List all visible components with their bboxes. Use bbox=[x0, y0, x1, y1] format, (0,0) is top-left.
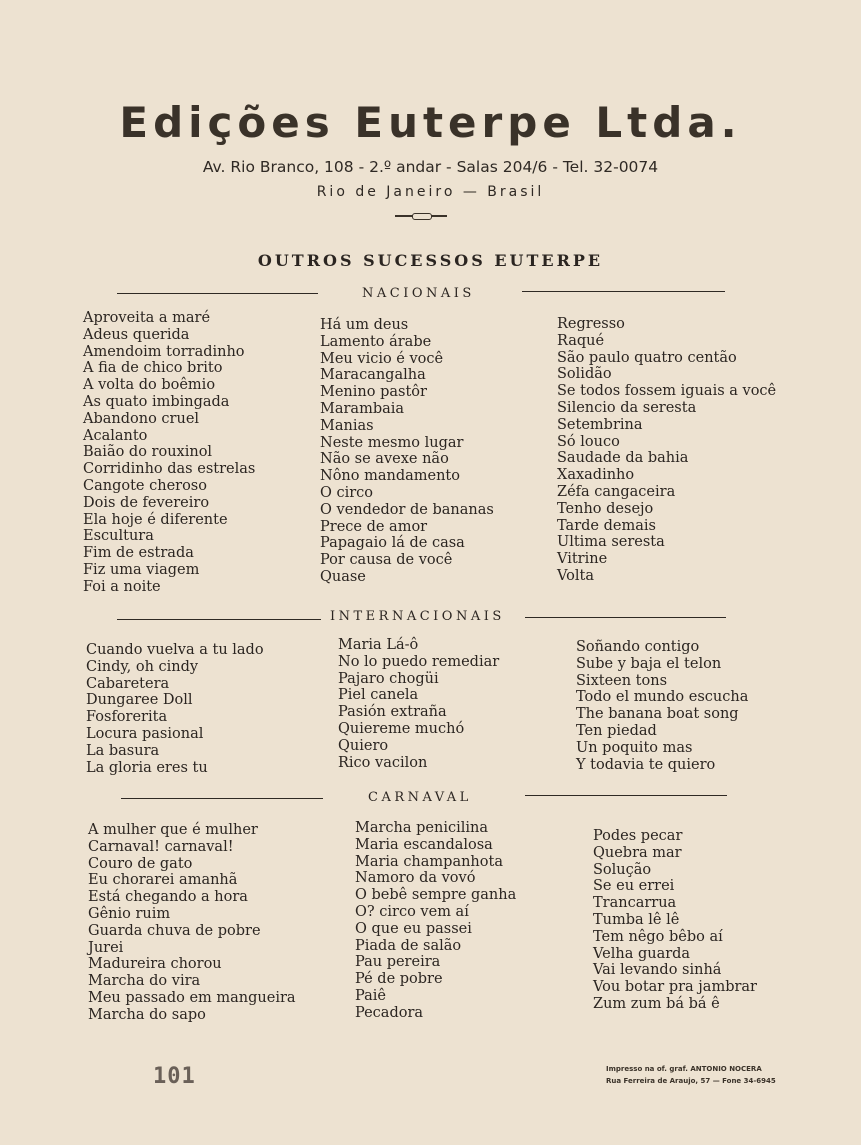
song-title: Pau pereira bbox=[355, 954, 441, 971]
song-title: Pecadora bbox=[355, 1004, 424, 1021]
song-title: Pajaro chogüi bbox=[338, 670, 439, 687]
song-title: Vai levando sinhá bbox=[593, 962, 722, 979]
song-title: Tumba lê lê bbox=[593, 911, 680, 928]
song-title: Está chegando a hora bbox=[88, 889, 248, 906]
section-heading-carnaval: CARNAVAL bbox=[368, 790, 472, 805]
song-title: Se todos fossem iguais a você bbox=[557, 383, 777, 400]
song-title: La basura bbox=[86, 742, 160, 759]
song-title: The banana boat song bbox=[576, 706, 739, 723]
song-title: Tem nêgo bêbo aí bbox=[593, 928, 723, 945]
song-title: Vitrine bbox=[557, 551, 608, 568]
carnaval-column-2 bbox=[355, 820, 516, 1022]
song-title: Solução bbox=[593, 861, 652, 878]
song-title: Piada de salão bbox=[355, 937, 462, 954]
song-title: Meu passado em mangueira bbox=[88, 989, 296, 1006]
printer-line: Impresso na of. graf. ANTONIO NOCERA bbox=[606, 1065, 762, 1073]
song-title: Namoro da vovó bbox=[355, 870, 476, 887]
song-title: Maria escandalosa bbox=[355, 836, 493, 853]
song-title: Maria champanhota bbox=[355, 853, 503, 870]
publisher-city: Rio de Janeiro — Brasil bbox=[316, 184, 545, 200]
song-title: Solidão bbox=[557, 366, 612, 383]
song-title: Ultima seresta bbox=[557, 534, 665, 551]
section-heading-nacionais: NACIONAIS bbox=[362, 286, 475, 301]
song-title: Saudade da bahia bbox=[557, 450, 689, 467]
song-title: O circo bbox=[320, 484, 374, 501]
song-title: Trancarrua bbox=[593, 895, 677, 912]
printer-line: Rua Ferreira de Araujo, 57 — Fone 34-6945 bbox=[606, 1077, 776, 1085]
song-title: Silencio da seresta bbox=[557, 399, 697, 416]
song-title: O que eu passei bbox=[355, 920, 472, 937]
publisher-title: Edições Euterpe Ltda. bbox=[119, 98, 742, 147]
song-title: A fia de chico brito bbox=[83, 360, 223, 377]
song-title: Madureira chorou bbox=[88, 956, 222, 973]
rule-left bbox=[117, 293, 318, 294]
publisher-address: Av. Rio Branco, 108 - 2.º andar - Salas 204/6 - Tel. 32-0074 bbox=[202, 158, 659, 176]
song-title: Menino pastôr bbox=[320, 384, 427, 401]
song-title: Meu vicio é você bbox=[320, 350, 444, 367]
rule-left bbox=[121, 798, 323, 799]
song-title: Podes pecar bbox=[593, 828, 683, 844]
song-title: Rico vacilon bbox=[338, 754, 428, 771]
song-title: A mulher que é mulher bbox=[88, 822, 258, 838]
song-title: As quato imbingada bbox=[83, 393, 230, 410]
song-title: Dungaree Doll bbox=[86, 692, 193, 709]
carnaval-column-1 bbox=[88, 822, 296, 1024]
song-title: Adeus querida bbox=[83, 326, 190, 343]
nacionais-column-2 bbox=[320, 317, 494, 586]
song-title: Quiero bbox=[338, 737, 389, 754]
song-title: Marambaia bbox=[320, 400, 405, 417]
song-title: Abandono cruel bbox=[83, 410, 200, 427]
song-title: Pasión extraña bbox=[338, 704, 447, 721]
song-title: Fosforerita bbox=[86, 709, 168, 726]
song-title: Corridinho das estrelas bbox=[83, 461, 256, 478]
song-title: Velha guarda bbox=[593, 945, 691, 962]
song-title: Cabaretera bbox=[86, 675, 170, 692]
song-title: Fim de estrada bbox=[83, 545, 194, 562]
song-title: Foi a noite bbox=[83, 578, 161, 595]
song-title: Un poquito mas bbox=[576, 739, 693, 756]
rule-right bbox=[522, 291, 725, 292]
song-title: Cuando vuelva a tu lado bbox=[86, 642, 264, 658]
song-title: Se eu errei bbox=[593, 878, 675, 895]
song-title: Não se avexe não bbox=[320, 451, 449, 468]
song-title: Vou botar pra jambrar bbox=[593, 979, 757, 996]
song-title: Eu chorarei amanhã bbox=[88, 872, 238, 889]
song-title: Xaxadinho bbox=[557, 467, 635, 484]
song-title: Todo el mundo escucha bbox=[576, 689, 749, 706]
internacionais-column-3 bbox=[576, 639, 748, 773]
rule-right bbox=[525, 617, 726, 618]
song-title: Zum zum bá bá ê bbox=[593, 995, 720, 1012]
song-title: Sixteen tons bbox=[576, 672, 668, 689]
song-title: Baião do rouxinol bbox=[83, 444, 213, 461]
song-title: O vendedor de bananas bbox=[320, 501, 494, 518]
song-title: Soñando contigo bbox=[576, 639, 700, 655]
rule-left bbox=[117, 619, 321, 620]
song-title: Carnaval! carnaval! bbox=[88, 838, 234, 855]
internacionais-column-1 bbox=[86, 642, 264, 776]
song-title: Quase bbox=[320, 568, 366, 585]
main-heading: OUTROS SUCESSOS EUTERPE bbox=[257, 251, 604, 270]
song-title: Sube y baja el telon bbox=[576, 655, 722, 672]
song-title: São paulo quatro centão bbox=[557, 349, 737, 366]
song-title: Fiz uma viagem bbox=[83, 561, 200, 578]
song-title: Só louco bbox=[557, 433, 620, 450]
song-title: Tenho desejo bbox=[557, 500, 654, 517]
nacionais-column-3 bbox=[557, 316, 776, 585]
song-title: Nôno mandamento bbox=[320, 468, 460, 485]
section-heading-internacionais: INTERNACIONAIS bbox=[330, 609, 505, 624]
song-title: Raqué bbox=[557, 332, 605, 349]
song-title: Jurei bbox=[88, 939, 124, 956]
song-title: Couro de gato bbox=[88, 855, 193, 872]
song-title: Marcha penicilina bbox=[355, 820, 488, 836]
song-title: Guarda chuva de pobre bbox=[88, 922, 261, 939]
song-title: Tarde demais bbox=[557, 517, 656, 534]
song-title: Dois de fevereiro bbox=[83, 494, 210, 511]
song-title: O bebê sempre ganha bbox=[355, 887, 517, 904]
song-title: Paiê bbox=[355, 987, 386, 1004]
song-title: Pé de pobre bbox=[355, 971, 443, 988]
song-title: Aproveita a maré bbox=[83, 310, 211, 326]
song-title: Setembrina bbox=[557, 416, 643, 433]
carnaval-column-3 bbox=[593, 828, 757, 1013]
song-title: La gloria eres tu bbox=[86, 759, 208, 776]
song-title: Cindy, oh cindy bbox=[86, 658, 199, 675]
song-title: Manias bbox=[320, 417, 374, 434]
song-title: Escultura bbox=[83, 528, 154, 545]
song-title: Por causa de você bbox=[320, 552, 453, 569]
internacionais-column-2 bbox=[338, 637, 499, 771]
song-title: Cangote cheroso bbox=[83, 477, 207, 494]
song-title: A volta do boêmio bbox=[83, 377, 216, 394]
song-title: Y todavia te quiero bbox=[576, 756, 716, 773]
song-title: Marcha do vira bbox=[88, 973, 201, 990]
song-title: Ela hoje é diferente bbox=[83, 511, 228, 528]
song-title: Gênio ruim bbox=[88, 905, 171, 922]
song-title: Acalanto bbox=[83, 427, 148, 444]
rule-right bbox=[525, 795, 727, 796]
song-title: Locura pasional bbox=[86, 725, 204, 742]
song-title: Regresso bbox=[557, 316, 625, 332]
song-title: Quebra mar bbox=[593, 844, 682, 861]
song-title: Maracangalha bbox=[320, 367, 426, 384]
song-title: Marcha do sapo bbox=[88, 1006, 206, 1023]
song-title: Neste mesmo lugar bbox=[320, 434, 464, 451]
song-title: Maria Lá-ô bbox=[338, 637, 419, 653]
page-number: 101 bbox=[153, 1064, 196, 1089]
nacionais-column-1 bbox=[83, 310, 255, 596]
song-title: No lo puedo remediar bbox=[338, 653, 500, 670]
song-title: Lamento árabe bbox=[320, 333, 432, 350]
song-title: Piel canela bbox=[338, 687, 419, 704]
song-title: Prece de amor bbox=[320, 518, 428, 535]
song-title: Zéfa cangaceira bbox=[557, 483, 676, 500]
song-title: Ten piedad bbox=[576, 722, 657, 739]
song-title: Quiereme muchó bbox=[338, 720, 465, 737]
printer-imprint bbox=[606, 1063, 776, 1087]
ornament-divider bbox=[395, 212, 447, 220]
song-title: Volta bbox=[557, 567, 594, 584]
song-title: Há um deus bbox=[320, 317, 409, 333]
song-title: Papagaio lá de casa bbox=[320, 535, 465, 552]
song-title: Amendoim torradinho bbox=[83, 343, 245, 360]
song-title: O? circo vem aí bbox=[355, 903, 469, 920]
